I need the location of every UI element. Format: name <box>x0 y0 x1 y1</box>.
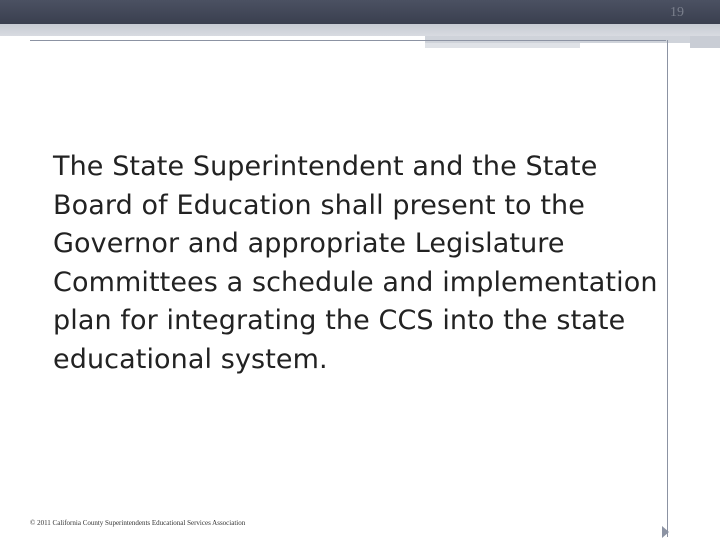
right-vertical-rule <box>667 40 668 537</box>
header-band-right <box>690 36 720 48</box>
arrow-tip-icon <box>662 526 669 538</box>
body-text: The State Superintendent and the State Board of Education shall present to the Governor and appropriate Legislature Committees a schedule and implementation plan for integrating the CCS into the state educational system. <box>53 151 658 375</box>
page-number: 19 <box>670 5 684 20</box>
copyright-footer: © 2011 California County Superintendents Educational Services Association <box>30 519 246 527</box>
header-band-light <box>0 24 720 36</box>
header-band-accent-short <box>425 43 580 48</box>
header-rule <box>30 40 666 41</box>
header-band-dark <box>0 0 720 24</box>
